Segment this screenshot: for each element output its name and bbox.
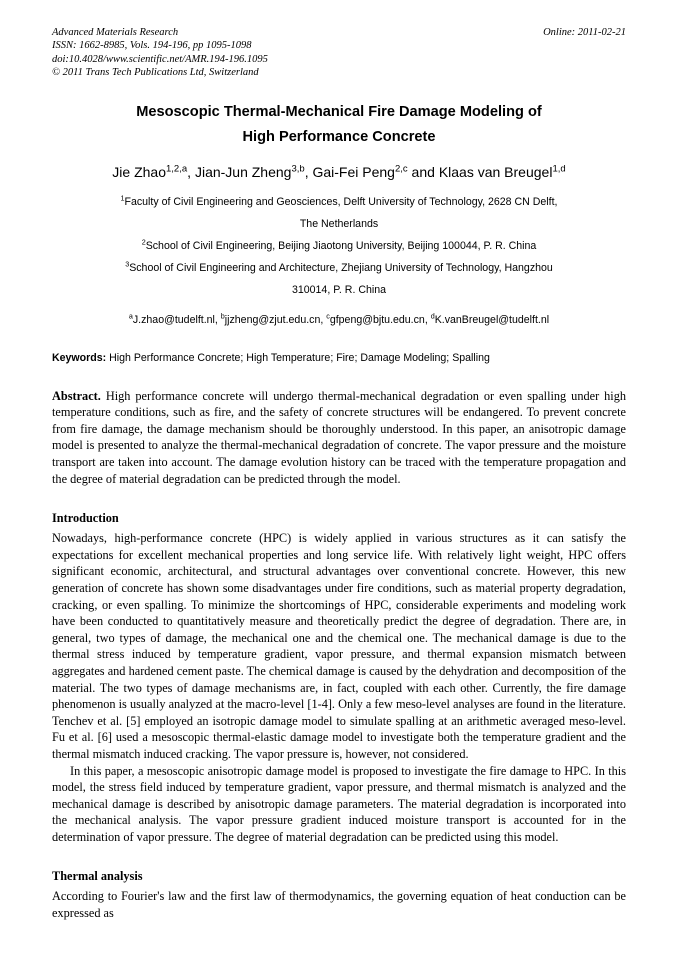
affiliation-2-text: School of Civil Engineering, Beijing Jiaotong University, Beijing 100044, P. R. China bbox=[145, 239, 537, 252]
section-thermal-analysis bbox=[52, 869, 626, 921]
title-line-1: Mesoscopic Thermal-Mechanical Fire Damage Modeling of bbox=[136, 103, 542, 120]
affiliation-1 bbox=[52, 192, 626, 212]
author-3-affil-marker: 2,c bbox=[394, 162, 408, 174]
title-line-2: High Performance Concrete bbox=[242, 128, 436, 145]
online-date: Online: 2011-02-21 bbox=[543, 27, 626, 38]
keywords-label: Keywords: bbox=[52, 351, 107, 364]
affiliation-3-cont bbox=[52, 280, 626, 300]
author-3-name: Gai-Fei Peng bbox=[312, 163, 395, 180]
abstract-label: Abstract. bbox=[52, 388, 101, 403]
author-2-name: Jian-Jun Zheng bbox=[194, 163, 292, 180]
affiliation-3 bbox=[52, 258, 626, 278]
abstract-block bbox=[52, 388, 626, 488]
affiliation-3-marker: 3 bbox=[125, 259, 130, 269]
author-separator-3: and bbox=[407, 163, 439, 180]
keywords-line bbox=[52, 352, 626, 364]
page-header bbox=[52, 26, 626, 80]
affiliation-list bbox=[52, 192, 626, 300]
affiliation-1-cont-text: The Netherlands bbox=[299, 217, 379, 230]
affiliation-3-cont-text: 310014, P. R. China bbox=[291, 283, 387, 296]
author-separator-2: , bbox=[304, 163, 313, 180]
author-4-name: Klaas van Breugel bbox=[438, 163, 553, 180]
page-title bbox=[52, 100, 626, 150]
affiliation-1-text: Faculty of Civil Engineering and Geosciences, Delft University of Technology, 2628 CN Delft, bbox=[124, 195, 558, 208]
section-introduction-paragraph-2: In this paper, a mesoscopic anisotropic damage model is proposed to investigate the fire damage to HPC. In this model, the stress field induced by temperature gradient, vapor pressure, and thermal mismatch is analyzed and the mechanical damage is described by anisotropic damage parameters. The material degradation is incorporated into the mechanical analysis. The vapor pressure gradient induced moisture transport is accounted for in the determination of vapor pressure. The degree of material degradation can be predicted using this model. bbox=[52, 763, 626, 844]
email-2[interactable]: jjzheng@zjut.edu.cn, bbox=[224, 313, 327, 326]
affiliation-2-marker: 2 bbox=[141, 237, 146, 247]
affiliation-1-cont bbox=[52, 214, 626, 234]
affiliation-1-marker: 1 bbox=[120, 193, 125, 203]
email-4-marker: d bbox=[430, 311, 435, 321]
author-2-affil-marker: 3,b bbox=[291, 162, 305, 174]
section-introduction-paragraph-1: Nowadays, high-performance concrete (HPC) is widely applied in various structures as it can satisfy the expectations for excellent mechanical properties and long service life. With relatively light weight, HPC offers significant economic, architectural, and structural advantages over conventional concrete. However, this new generation of concrete has shown some disadvantages under fire conditions, such as material property degradation, cracking, or even spalling. To minimize the shortcomings of HPC, considerable experiments and modeling work have been conducted to quantitatively measure and theoretically predict the degree of degradation. There are, in general, two types of damage, the mechanical one and the chemical one. The mechanical damage is due to the thermal stress induced by temperature gradient, vapor pressure, and thermal expansion mismatch between aggregates and hardened cement paste. The chemical damage is caused by the dehydration and decomposition of the material. The two types of damage mechanisms are, in fact, coupled with each other. Currently, the fire damage phenomenon is usually analyzed at the macro-level [1-4]. Only a few meso-level analyses are found in the literature. Tenchev et al. [5] employed an isotropic damage model to simulate spalling at an arithmetic averaged meso-level. Fu et al. [6] used a mesoscopic thermal-elastic damage model to investigate both the temperature gradient and the thermal mismatch induced cracking. The vapor pressure is, however, not considered. bbox=[52, 531, 626, 761]
abstract-text: High performance concrete will undergo thermal-mechanical degradation or even spalling under high temperature conditions, such as fire, and the safety of concrete structures will be endangered. To prevent concrete from fire damage, the damage mechanism should be thoroughly understood. In this paper, an anisotropic damage model is presented to analyze the thermal-mechanical degradation of concrete. The vapor pressure and the moisture transport are taken into account. The damage evolution history can be traced with the temperature propagation and the degree of material degradation can be predicted through the model. bbox=[52, 388, 626, 486]
email-4[interactable]: K.vanBreugel@tudelft.nl bbox=[434, 313, 550, 326]
doi-line: doi:10.4028/www.scientific.net/AMR.194-196.1095 bbox=[52, 53, 268, 65]
issn-line: ISSN: 1662-8985, Vols. 194-196, pp 1095-1098 bbox=[52, 40, 252, 52]
section-introduction-heading: Introduction bbox=[52, 511, 119, 526]
author-1-name: Jie Zhao bbox=[112, 163, 166, 180]
email-list bbox=[52, 311, 626, 326]
section-introduction bbox=[52, 511, 626, 845]
author-1-affil-marker: 1,2,a bbox=[166, 162, 188, 174]
copyright-line: © 2011 Trans Tech Publications Ltd, Switzerland bbox=[52, 67, 259, 79]
author-4-affil-marker: 1,d bbox=[552, 162, 566, 174]
author-separator-1: , bbox=[187, 163, 195, 180]
affiliation-2 bbox=[52, 236, 626, 256]
author-list bbox=[52, 162, 626, 182]
keywords-value: High Performance Concrete; High Temperature; Fire; Damage Modeling; Spalling bbox=[106, 351, 490, 364]
email-2-marker: b bbox=[220, 311, 225, 321]
section-thermal-analysis-heading: Thermal analysis bbox=[52, 869, 143, 884]
section-thermal-analysis-paragraph-1: According to Fourier's law and the first law of thermodynamics, the governing equation of heat conduction can be expressed as bbox=[52, 889, 626, 921]
email-3-marker: c bbox=[326, 311, 330, 321]
affiliation-3-text: School of Civil Engineering and Architecture, Zhejiang University of Technology, Hangzhou bbox=[129, 261, 553, 274]
journal-name: Advanced Materials Research bbox=[52, 27, 179, 38]
email-1[interactable]: J.zhao@tudelft.nl, bbox=[132, 313, 221, 326]
email-3[interactable]: gfpeng@bjtu.edu.cn, bbox=[329, 313, 431, 326]
email-1-marker: a bbox=[128, 311, 133, 321]
